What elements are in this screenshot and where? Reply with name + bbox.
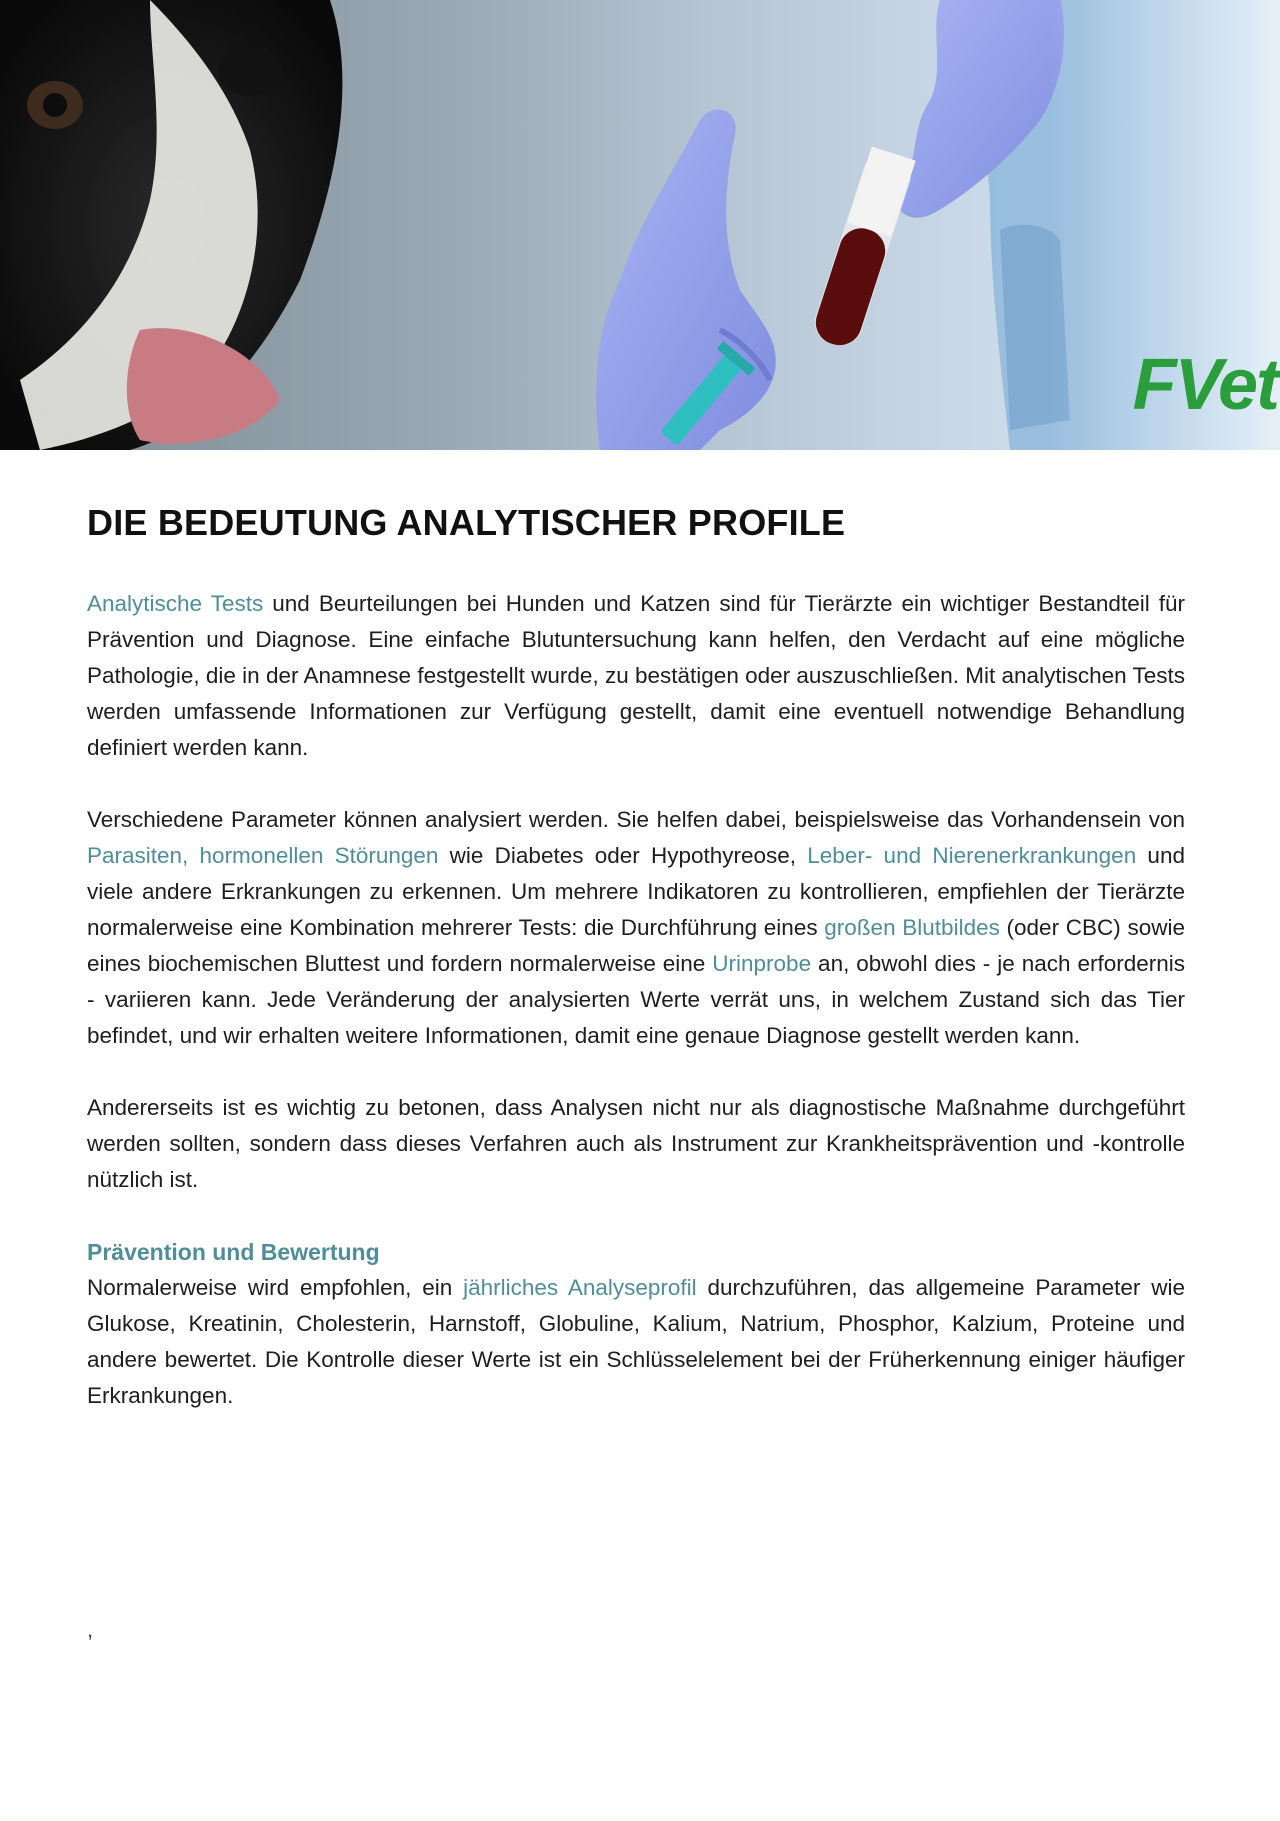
- paragraph-text: und viele andere Erkrankungen zu erkennen. Um mehrere Indikatoren zu kontrollieren, empfiehlen der Tierärzte normalerweise eine Kombination mehrerer Tests: die Durchführung eines: [87, 843, 1185, 940]
- paragraph-prevention-note: Andererseits ist es wichtig zu betonen, dass Analysen nicht nur als diagnostische Maßnahme durchgeführt werden sollten, sondern dass dieses Verfahren auch als Instrument zur Krankheitsprävention und -kontrolle nützlich ist.: [87, 1095, 1185, 1192]
- paragraph-annual-profile: [87, 1270, 1185, 1414]
- section-heading: Prävention und Bewertung: [87, 1239, 380, 1265]
- paragraph-intro: [87, 586, 1185, 766]
- dog-and-blood-sample-photo-icon: [0, 0, 1280, 450]
- link-analytische-tests[interactable]: Analytische Tests: [87, 591, 264, 616]
- link-parasiten[interactable]: Parasiten, hormonellen Störungen: [87, 843, 439, 868]
- fvet-logo: FVet: [1132, 345, 1278, 425]
- link-analyseprofil[interactable]: jährliches Analyseprofil: [463, 1275, 697, 1300]
- paragraph-text: und Beurteilungen bei Hunden und Katzen sind für Tierärzte ein wichtiger Bestandteil für Prävention und Diagnose. Eine einfache Blutuntersuchung kann helfen, den Verdacht auf eine mögliche Pathologie, die in der Anamnese festgestellt wurde, zu bestätigen oder auszuschließen. Mit analytischen Tests werden umfassende Informationen zur Verfügung gestellt, damit eine eventuell notwendige Behandlung definiert werden kann.: [87, 591, 1186, 760]
- link-leber-nieren[interactable]: Leber- und Nierenerkrankungen: [807, 843, 1137, 868]
- link-urinprobe[interactable]: Urinprobe: [712, 951, 812, 976]
- paragraph-text: durchzuführen, das allgemeine Parameter wie Glukose, Kreatinin, Cholesterin, Harnstoff, Globuline, Kalium, Natrium, Phosphor, Kalzium, Proteine und andere bewertet. Die Kontrolle dieser Werte ist ein Schlüsselelement bei der Früherkennung einiger häufiger Erkrankungen.: [87, 1275, 1185, 1408]
- hero-banner: [0, 0, 1280, 450]
- article: [87, 500, 1185, 1450]
- paragraph-parameters: [87, 802, 1185, 1054]
- paragraph-text: Verschiedene Parameter können analysiert werden. Sie helfen dabei, beispielsweise das Vorhandensein von: [87, 807, 1185, 832]
- paragraph-text: an, obwohl dies - je nach erfordernis - variieren kann. Jede Veränderung der analysierten Werte verrät uns, in welchem Zustand sich das Tier befindet, und wir erhalten weitere Informationen, damit eine genaue Diagnose gestellt werden kann.: [87, 951, 1185, 1048]
- page-title: DIE BEDEUTUNG ANALYTISCHER PROFILE: [87, 502, 846, 543]
- link-blutbild[interactable]: großen Blutbildes: [824, 915, 1000, 940]
- paragraph-text: (oder CBC) sowie eines biochemischen Bluttest und fordern normalerweise eine: [87, 915, 1185, 976]
- paragraph-text: wie Diabetes oder Hypothyreose,: [438, 843, 808, 868]
- paragraph-text: Normalerweise wird empfohlen, ein: [87, 1275, 464, 1300]
- stray-mark: ,: [87, 1617, 94, 1642]
